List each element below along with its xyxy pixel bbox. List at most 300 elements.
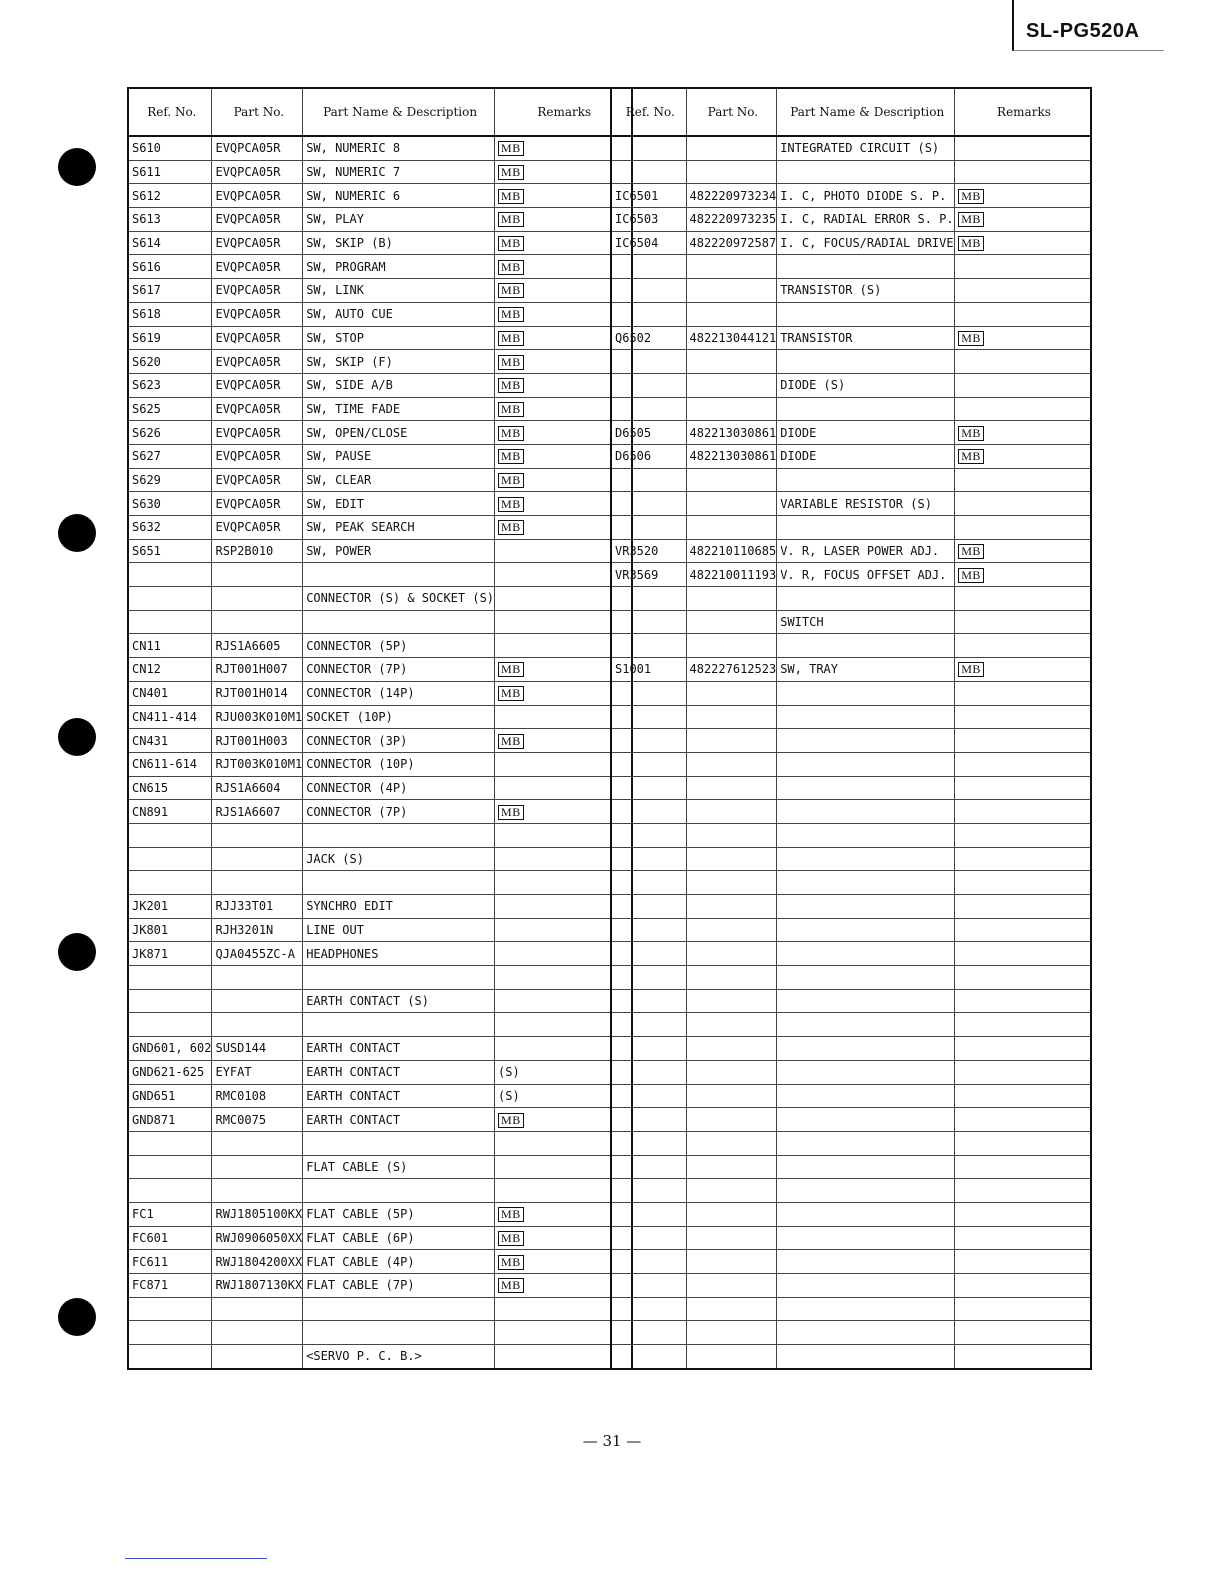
cell-ref-no	[611, 918, 686, 942]
cell-description: HEADPHONES	[303, 942, 495, 966]
cell-description	[777, 1250, 955, 1274]
cell-ref-no: S632	[128, 516, 212, 540]
cell-description: DIODE	[777, 444, 955, 468]
cell-description	[777, 681, 955, 705]
cell-ref-no	[611, 468, 686, 492]
table-row	[611, 1131, 1091, 1155]
cell-ref-no: GND601, 602	[128, 1037, 212, 1061]
cell-description	[303, 823, 495, 847]
table-row	[128, 1202, 632, 1226]
col-header-description: Part Name & Description	[777, 88, 955, 136]
cell-ref-no	[128, 1321, 212, 1345]
cell-ref-no	[611, 1345, 686, 1369]
table-row	[611, 302, 1091, 326]
cell-part-no	[686, 373, 777, 397]
cell-description: <SERVO P. C. B.>	[303, 1345, 495, 1369]
mb-badge: MB	[958, 449, 984, 464]
mb-badge: MB	[958, 544, 984, 559]
cell-part-no: RJT001H014	[212, 681, 303, 705]
table-row	[128, 942, 632, 966]
mb-badge: MB	[958, 331, 984, 346]
cell-part-no: RWJ1804200XX	[212, 1250, 303, 1274]
table-row	[611, 705, 1091, 729]
cell-ref-no	[611, 587, 686, 611]
model-number: SL-PG520A	[1026, 20, 1140, 42]
cell-part-no	[686, 136, 777, 160]
table-row	[611, 800, 1091, 824]
table-row	[128, 1321, 632, 1345]
table-row	[611, 776, 1091, 800]
cell-description	[777, 895, 955, 919]
cell-ref-no: S625	[128, 397, 212, 421]
cell-part-no	[686, 587, 777, 611]
cell-remarks: (S)	[495, 1060, 632, 1084]
table-row	[611, 871, 1091, 895]
cell-ref-no	[611, 1108, 686, 1132]
cell-part-no	[212, 823, 303, 847]
cell-description	[777, 397, 955, 421]
cell-description	[303, 610, 495, 634]
cell-ref-no	[611, 634, 686, 658]
cell-remarks	[955, 800, 1091, 824]
cell-ref-no	[611, 1013, 686, 1037]
cell-part-no	[686, 634, 777, 658]
mb-badge: MB	[498, 141, 524, 156]
cell-part-no	[686, 681, 777, 705]
cell-part-no	[212, 610, 303, 634]
col-header-part-no: Part No.	[686, 88, 777, 136]
cell-ref-no	[611, 492, 686, 516]
cell-ref-no	[128, 1297, 212, 1321]
cell-part-no: RJT001H003	[212, 729, 303, 753]
cell-description	[303, 1297, 495, 1321]
col-header-remarks: Remarks	[955, 88, 1091, 136]
table-row	[611, 1060, 1091, 1084]
table-row	[611, 373, 1091, 397]
cell-remarks	[955, 1131, 1091, 1155]
cell-description	[777, 1321, 955, 1345]
cell-remarks	[955, 492, 1091, 516]
cell-part-no	[686, 1250, 777, 1274]
cell-part-no	[686, 1037, 777, 1061]
cell-description: FLAT CABLE (5P)	[303, 1202, 495, 1226]
mb-badge: MB	[958, 236, 984, 251]
cell-description: SW, SIDE A/B	[303, 373, 495, 397]
cell-ref-no	[128, 823, 212, 847]
cell-part-no	[686, 989, 777, 1013]
table-row	[128, 1060, 632, 1084]
cell-ref-no: CN11	[128, 634, 212, 658]
cell-ref-no	[611, 1297, 686, 1321]
cell-description	[777, 1274, 955, 1298]
cell-description: SW, TRAY	[777, 658, 955, 682]
mb-badge: MB	[498, 497, 524, 512]
cell-description	[777, 516, 955, 540]
table-row	[611, 823, 1091, 847]
cell-part-no: RSP2B010	[212, 539, 303, 563]
cell-ref-no	[128, 989, 212, 1013]
table-row	[128, 752, 632, 776]
cell-part-no	[686, 1179, 777, 1203]
cell-description: FLAT CABLE (S)	[303, 1155, 495, 1179]
mb-badge: MB	[498, 520, 524, 535]
cell-description	[777, 302, 955, 326]
cell-description: EARTH CONTACT	[303, 1108, 495, 1132]
cell-part-no	[686, 1060, 777, 1084]
cell-description: CONNECTOR (3P)	[303, 729, 495, 753]
col-header-remarks: Remarks	[495, 88, 632, 136]
cell-remarks	[955, 942, 1091, 966]
table-row	[128, 1250, 632, 1274]
cell-part-no: QJA0455ZC-A	[212, 942, 303, 966]
table-row	[611, 729, 1091, 753]
cell-ref-no: S619	[128, 326, 212, 350]
cell-ref-no: S610	[128, 136, 212, 160]
cell-remarks	[955, 279, 1091, 303]
table-row	[128, 184, 632, 208]
cell-part-no	[686, 279, 777, 303]
cell-remarks	[955, 989, 1091, 1013]
cell-description: SW, EDIT	[303, 492, 495, 516]
table-row	[611, 516, 1091, 540]
cell-ref-no	[611, 847, 686, 871]
cell-description	[303, 1179, 495, 1203]
cell-ref-no: S612	[128, 184, 212, 208]
cell-part-no: EVQPCA05R	[212, 516, 303, 540]
cell-part-no	[686, 1345, 777, 1369]
cell-description: SW, TIME FADE	[303, 397, 495, 421]
cell-ref-no	[611, 1060, 686, 1084]
cell-remarks	[955, 1202, 1091, 1226]
cell-description	[777, 942, 955, 966]
cell-part-no	[686, 1297, 777, 1321]
cell-part-no	[686, 847, 777, 871]
cell-description	[303, 1013, 495, 1037]
table-row	[611, 208, 1091, 232]
cell-remarks	[955, 1013, 1091, 1037]
cell-part-no: RJJ33T01	[212, 895, 303, 919]
cell-remarks	[955, 823, 1091, 847]
cell-description: SW, SKIP (B)	[303, 231, 495, 255]
cell-description: SW, AUTO CUE	[303, 302, 495, 326]
cell-ref-no: S630	[128, 492, 212, 516]
cell-description: VARIABLE RESISTOR (S)	[777, 492, 955, 516]
cell-part-no: RJS1A6605	[212, 634, 303, 658]
cell-part-no: RJU003K010M1	[212, 705, 303, 729]
cell-description	[777, 776, 955, 800]
cell-part-no	[686, 895, 777, 919]
cell-ref-no: FC871	[128, 1274, 212, 1298]
cell-ref-no	[611, 610, 686, 634]
cell-description: I. C, PHOTO DIODE S. P.	[777, 184, 955, 208]
cell-part-no	[686, 729, 777, 753]
mb-badge: MB	[958, 568, 984, 583]
parts-table-right	[610, 87, 1092, 1370]
cell-part-no: RWJ1807130KX	[212, 1274, 303, 1298]
cell-ref-no	[611, 302, 686, 326]
cell-part-no	[686, 468, 777, 492]
cell-part-no	[212, 1321, 303, 1345]
cell-ref-no	[611, 1084, 686, 1108]
cell-part-no: EVQPCA05R	[212, 373, 303, 397]
cell-ref-no: JK201	[128, 895, 212, 919]
cell-ref-no: FC601	[128, 1226, 212, 1250]
cell-description	[777, 1108, 955, 1132]
mb-badge: MB	[498, 307, 524, 322]
cell-description: CONNECTOR (7P)	[303, 800, 495, 824]
cell-description	[777, 350, 955, 374]
table-row	[128, 1155, 632, 1179]
cell-description	[777, 1297, 955, 1321]
table-row	[128, 160, 632, 184]
cell-ref-no	[128, 871, 212, 895]
table-row	[611, 444, 1091, 468]
cell-description: SW, PEAK SEARCH	[303, 516, 495, 540]
cell-part-no	[686, 1321, 777, 1345]
col-header-ref-no: Ref. No.	[611, 88, 686, 136]
cell-description: EARTH CONTACT (S)	[303, 989, 495, 1013]
cell-description	[777, 1345, 955, 1369]
cell-ref-no	[128, 966, 212, 990]
cell-part-no	[686, 705, 777, 729]
cell-description: INTEGRATED CIRCUIT (S)	[777, 136, 955, 160]
cell-description	[777, 752, 955, 776]
cell-description: SW, CLEAR	[303, 468, 495, 492]
table-row	[128, 1131, 632, 1155]
cell-description	[777, 587, 955, 611]
cell-description	[777, 1037, 955, 1061]
cell-ref-no: GND871	[128, 1108, 212, 1132]
table-row	[128, 136, 632, 160]
cell-ref-no: S620	[128, 350, 212, 374]
mb-badge: MB	[958, 662, 984, 677]
cell-part-no	[212, 966, 303, 990]
table-row	[128, 563, 632, 587]
cell-ref-no	[611, 895, 686, 919]
cell-remarks: (S)	[495, 1084, 632, 1108]
table-row	[611, 350, 1091, 374]
table-row	[128, 1013, 632, 1037]
mb-badge: MB	[498, 1113, 524, 1128]
table-row	[611, 1084, 1091, 1108]
table-row	[128, 587, 632, 611]
table-row	[128, 871, 632, 895]
cell-description: DIODE (S)	[777, 373, 955, 397]
cell-description	[303, 966, 495, 990]
table-row	[128, 823, 632, 847]
col-header-part-no: Part No.	[212, 88, 303, 136]
cell-part-no	[686, 160, 777, 184]
mb-badge: MB	[958, 426, 984, 441]
cell-ref-no	[611, 1131, 686, 1155]
cell-ref-no: CN411-414	[128, 705, 212, 729]
cell-ref-no	[611, 1155, 686, 1179]
cell-ref-no: D6505	[611, 421, 686, 445]
cell-part-no: SUSD144	[212, 1037, 303, 1061]
cell-ref-no	[611, 1321, 686, 1345]
cell-part-no: 482220973235	[686, 208, 777, 232]
cell-description: V. R, FOCUS OFFSET ADJ.	[777, 563, 955, 587]
table-header-row	[611, 88, 1091, 136]
cell-part-no: EYFAT	[212, 1060, 303, 1084]
cell-part-no: EVQPCA05R	[212, 326, 303, 350]
cell-description	[777, 1202, 955, 1226]
mb-badge: MB	[498, 189, 524, 204]
cell-description: SW, NUMERIC 8	[303, 136, 495, 160]
cell-part-no: RJS1A6607	[212, 800, 303, 824]
table-row	[611, 681, 1091, 705]
mb-badge: MB	[498, 378, 524, 393]
cell-part-no	[686, 492, 777, 516]
cell-remarks	[955, 1297, 1091, 1321]
cell-ref-no	[611, 752, 686, 776]
cell-description: SW, NUMERIC 6	[303, 184, 495, 208]
cell-description: CONNECTOR (5P)	[303, 634, 495, 658]
cell-ref-no: FC1	[128, 1202, 212, 1226]
mb-badge: MB	[498, 402, 524, 417]
cell-part-no: EVQPCA05R	[212, 397, 303, 421]
cell-remarks	[955, 160, 1091, 184]
table-row	[128, 1345, 632, 1369]
cell-ref-no: VR3520	[611, 539, 686, 563]
cell-part-no: 482213030861	[686, 444, 777, 468]
cell-ref-no: S613	[128, 208, 212, 232]
table-row	[128, 610, 632, 634]
cell-description: SW, LINK	[303, 279, 495, 303]
cell-ref-no	[128, 1345, 212, 1369]
cell-part-no: 482210011193	[686, 563, 777, 587]
cell-remarks	[955, 1084, 1091, 1108]
cell-ref-no	[611, 279, 686, 303]
cell-part-no	[686, 871, 777, 895]
table-row	[128, 468, 632, 492]
mb-badge: MB	[958, 212, 984, 227]
cell-part-no	[686, 776, 777, 800]
cell-description: SW, POWER	[303, 539, 495, 563]
table-row	[611, 563, 1091, 587]
cell-ref-no: CN611-614	[128, 752, 212, 776]
cell-ref-no	[611, 1202, 686, 1226]
cell-part-no	[686, 823, 777, 847]
binding-hole-icon	[58, 718, 96, 756]
table-row	[611, 587, 1091, 611]
table-row	[128, 255, 632, 279]
cell-remarks	[955, 729, 1091, 753]
cell-part-no	[212, 1297, 303, 1321]
cell-part-no: RMC0075	[212, 1108, 303, 1132]
mb-badge: MB	[498, 1231, 524, 1246]
table-row	[611, 658, 1091, 682]
table-row	[128, 776, 632, 800]
table-row	[128, 989, 632, 1013]
cell-description	[303, 563, 495, 587]
cell-remarks	[955, 776, 1091, 800]
cell-part-no	[686, 1202, 777, 1226]
cell-ref-no	[128, 1155, 212, 1179]
cell-ref-no: S614	[128, 231, 212, 255]
table-row	[611, 1179, 1091, 1203]
cell-remarks	[955, 587, 1091, 611]
cell-part-no: EVQPCA05R	[212, 421, 303, 445]
table-row	[128, 279, 632, 303]
cell-remarks	[955, 658, 1091, 682]
cell-part-no	[686, 752, 777, 776]
cell-ref-no	[611, 255, 686, 279]
cell-description	[777, 989, 955, 1013]
cell-remarks	[955, 1274, 1091, 1298]
table-row	[611, 1226, 1091, 1250]
cell-part-no	[686, 918, 777, 942]
mb-badge: MB	[498, 355, 524, 370]
cell-part-no	[212, 1013, 303, 1037]
cell-ref-no	[611, 350, 686, 374]
mb-badge: MB	[498, 1255, 524, 1270]
table-row	[128, 1108, 632, 1132]
cell-ref-no: FC611	[128, 1250, 212, 1274]
cell-ref-no: S623	[128, 373, 212, 397]
cell-remarks	[955, 563, 1091, 587]
cell-ref-no: CN401	[128, 681, 212, 705]
mb-badge: MB	[498, 260, 524, 275]
table-row	[611, 1155, 1091, 1179]
table-row	[128, 800, 632, 824]
cell-remarks	[955, 610, 1091, 634]
cell-ref-no: S651	[128, 539, 212, 563]
cell-part-no: RWJ0906050XX	[212, 1226, 303, 1250]
mb-badge: MB	[498, 426, 524, 441]
table-row	[611, 468, 1091, 492]
cell-part-no	[212, 1131, 303, 1155]
cell-part-no: EVQPCA05R	[212, 492, 303, 516]
cell-ref-no: S618	[128, 302, 212, 326]
model-header-box	[1012, 0, 1164, 51]
mb-badge: MB	[498, 331, 524, 346]
table-row	[611, 255, 1091, 279]
cell-remarks	[955, 397, 1091, 421]
cell-description: JACK (S)	[303, 847, 495, 871]
mb-badge: MB	[498, 473, 524, 488]
table-row	[611, 160, 1091, 184]
cell-part-no	[686, 302, 777, 326]
table-row	[611, 184, 1091, 208]
cell-part-no	[212, 1345, 303, 1369]
cell-part-no: RJS1A6604	[212, 776, 303, 800]
cell-remarks	[955, 1179, 1091, 1203]
cell-description	[777, 1155, 955, 1179]
table-row	[128, 397, 632, 421]
mb-badge: MB	[498, 165, 524, 180]
cell-description: DIODE	[777, 421, 955, 445]
cell-description	[777, 1131, 955, 1155]
mb-badge: MB	[498, 236, 524, 251]
cell-part-no	[212, 1155, 303, 1179]
cell-remarks	[955, 705, 1091, 729]
table-row	[128, 1179, 632, 1203]
table-row	[128, 373, 632, 397]
cell-ref-no	[128, 587, 212, 611]
cell-ref-no	[611, 1226, 686, 1250]
table-row	[611, 989, 1091, 1013]
table-row	[128, 918, 632, 942]
cell-ref-no	[611, 1250, 686, 1274]
table-row	[128, 895, 632, 919]
cell-description	[777, 1060, 955, 1084]
table-row	[611, 634, 1091, 658]
cell-ref-no: CN431	[128, 729, 212, 753]
cell-remarks	[955, 1108, 1091, 1132]
cell-description: EARTH CONTACT	[303, 1060, 495, 1084]
mb-badge: MB	[498, 1278, 524, 1293]
